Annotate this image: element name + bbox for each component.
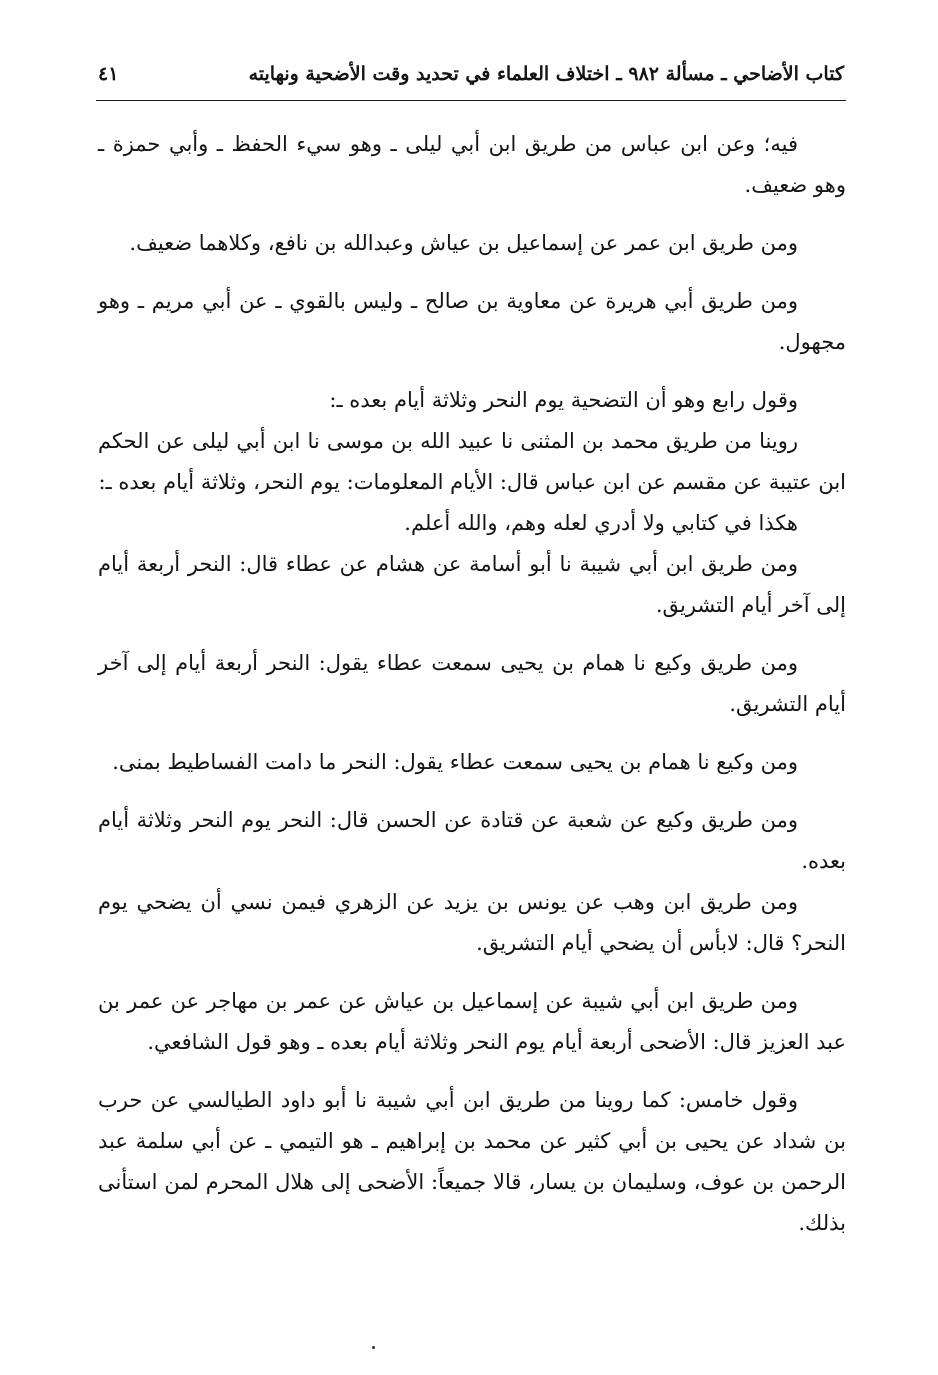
- paragraph: ومن طريق ابن وهب عن يونس بن يزيد عن الزهري فيمن نسي أن يضحي يوم النحر؟ قال: لابأس أن يضحي أيام التشريق.: [98, 890, 846, 955]
- header-title: كتاب الأضاحي ـ مسألة ٩٨٢ ـ اختلاف العلماء في تحديد وقت الأضحية ونهايته: [248, 63, 844, 85]
- running-header: [98, 56, 844, 92]
- paragraph: ومن طريق ابن أبي شيبة نا أبو أسامة عن هشام عن عطاء قال: النحر أربعة أيام إلى آخر أيام التشريق.: [98, 552, 846, 617]
- paragraph: ومن طريق ابن عمر عن إسماعيل بن عياش وعبدالله بن نافع، وكلاهما ضعيف.: [129, 231, 798, 255]
- paragraph: ومن طريق وكيع نا همام بن يحيى سمعت عطاء يقول: النحر أربعة أيام إلى آخر أيام التشريق.: [98, 651, 846, 716]
- paragraph: ومن طريق وكيع عن شعبة عن قتادة عن الحسن قال: النحر يوم النحر وثلاثة أيام بعده.: [98, 808, 846, 873]
- print-speck: [372, 1346, 375, 1349]
- paragraph: فيه؛ وعن ابن عباس من طريق ابن أبي ليلى ـ وهو سيء الحفظ ـ وأبي حمزة ـ وهو ضعيف.: [98, 132, 846, 197]
- paragraph: ومن طريق أبي هريرة عن معاوية بن صالح ـ وليس بالقوي ـ عن أبي مريم ـ وهو مجهول.: [98, 289, 846, 354]
- paragraph: ومن طريق ابن أبي شيبة عن إسماعيل بن عياش عن عمر بن مهاجر عن عمر بن عبد العزيز قال: الأضحى أربعة أيام يوم النحر وثلاثة أيام بعده ـ وهو قول الشافعي.: [98, 989, 846, 1054]
- header-rule: [96, 100, 846, 101]
- paragraph: وقول خامس: كما روينا من طريق ابن أبي شيبة نا أبو داود الطيالسي عن حرب بن شداد عن يحيى بن أبي كثير عن محمد بن إبراهيم ـ هو التيمي ـ عن أبي سلمة عبد الرحمن بن عوف، وسليمان بن يسار، قالا جميعاً: الأضحى إلى هلال المحرم لمن استأنى بذلك.: [98, 1088, 846, 1235]
- text-body: [98, 124, 846, 1244]
- paragraph: هكذا في كتابي ولا أدري لعله وهم، والله أعلم.: [404, 511, 798, 535]
- page-number: ٤١: [98, 63, 119, 85]
- paragraph: وقول رابع وهو أن التضحية يوم النحر وثلاثة أيام بعده ـ:: [329, 388, 798, 412]
- paragraph: ومن وكيع نا همام بن يحيى سمعت عطاء يقول: النحر ما دامت الفساطيط بمنى.: [112, 750, 798, 774]
- paragraph: روينا من طريق محمد بن المثنى نا عبيد الله بن موسى نا ابن أبي ليلى عن الحكم ابن عتيبة عن مقسم عن ابن عباس قال: الأيام المعلومات: يوم النحر، وثلاثة أيام بعده ـ:: [98, 429, 846, 494]
